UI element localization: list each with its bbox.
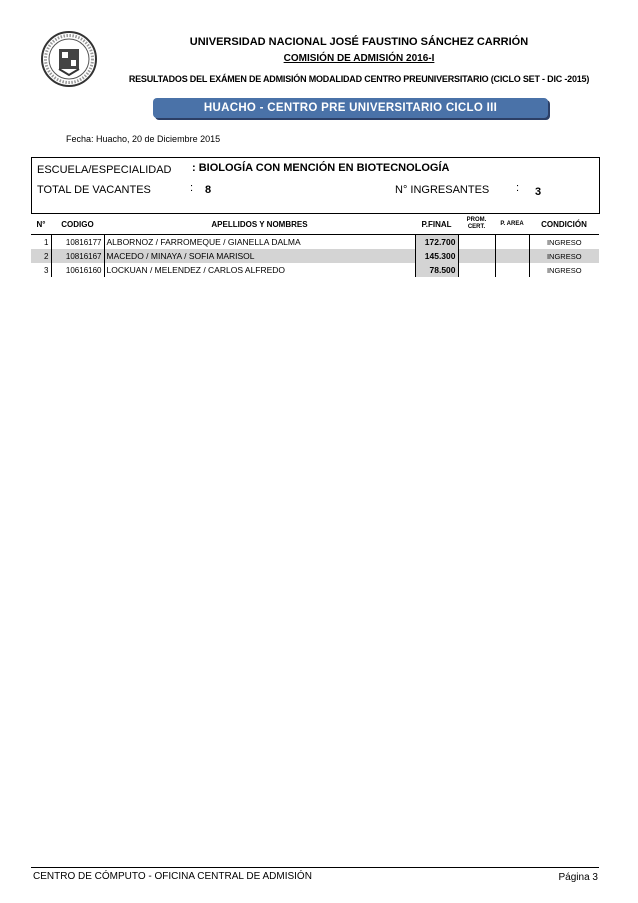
- cycle-banner: HUACHO - CENTRO PRE UNIVERSITARIO CICLO III: [153, 98, 548, 118]
- row-prom-cert: [458, 263, 495, 277]
- footer-divider: [31, 867, 599, 868]
- report-date: Fecha: Huacho, 20 de Diciembre 2015: [66, 134, 221, 144]
- school-label: ESCUELA/ESPECIALIDAD: [37, 164, 172, 176]
- results-title: RESULTADOS DEL EXÁMEN DE ADMISIÓN MODALIDAD CENTRO PREUNIVERSITARIO (CICLO SET - DIC -2015): [128, 74, 590, 84]
- row-area: [495, 263, 529, 277]
- col-header-condition: CONDICIÓN: [529, 214, 599, 235]
- university-name: UNIVERSIDAD NACIONAL JOSÉ FAUSTINO SÁNCHEZ CARRIÓN: [189, 36, 529, 48]
- row-prom-cert: [458, 235, 495, 250]
- results-table: [31, 213, 599, 277]
- row-name: LOCKUAN / MELENDEZ / CARLOS ALFREDO: [104, 263, 415, 277]
- row-condition: INGRESO: [529, 249, 599, 263]
- ingresantes-colon: :: [516, 182, 520, 194]
- row-final-score: 145.300: [415, 249, 458, 263]
- ingresantes-label: N° INGRESANTES: [395, 184, 490, 196]
- row-name: ALBORNOZ / FARROMEQUE / GIANELLA DALMA: [104, 235, 415, 250]
- commission-title: COMISIÓN DE ADMISIÓN 2016-I: [283, 53, 435, 64]
- row-area: [495, 235, 529, 250]
- col-header-number: N°: [31, 214, 51, 235]
- total-vacancies-value: 8: [205, 184, 212, 196]
- col-header-final-score: P.FINAL: [415, 214, 458, 235]
- row-condition: INGRESO: [529, 263, 599, 277]
- row-code: 10816177: [51, 235, 104, 250]
- row-code: 10816167: [51, 249, 104, 263]
- col-header-code: CODIGO: [51, 214, 104, 235]
- table-header-row: [31, 214, 599, 235]
- table-row: [31, 263, 599, 277]
- row-final-score: 172.700: [415, 235, 458, 250]
- table-row: [31, 235, 599, 250]
- row-number: 1: [44, 237, 49, 247]
- row-name: MACEDO / MINAYA / SOFIA MARISOL: [104, 249, 415, 263]
- col-header-name: APELLIDOS Y NOMBRES: [104, 214, 415, 235]
- footer-office: CENTRO DE CÓMPUTO - OFICINA CENTRAL DE ADMISIÓN: [33, 871, 312, 882]
- total-vacancies-label: TOTAL DE VACANTES: [37, 184, 151, 196]
- page-number: Página 3: [558, 872, 598, 883]
- row-number: 3: [44, 265, 49, 275]
- col-header-area: P. AREA: [495, 214, 529, 235]
- school-value: : BIOLOGÍA CON MENCIÓN EN BIOTECNOLOGÍA: [192, 162, 450, 174]
- ingresantes-value: 3: [535, 186, 542, 198]
- row-area: [495, 249, 529, 263]
- row-final-score: 78.500: [415, 263, 458, 277]
- total-colon: :: [190, 182, 194, 194]
- col-header-prom-cert: PROM. CERT.: [458, 214, 495, 235]
- row-prom-cert: [458, 249, 495, 263]
- row-code: 10616160: [51, 263, 104, 277]
- table-row: [31, 249, 599, 263]
- row-condition: INGRESO: [529, 235, 599, 250]
- row-number: 2: [31, 249, 51, 263]
